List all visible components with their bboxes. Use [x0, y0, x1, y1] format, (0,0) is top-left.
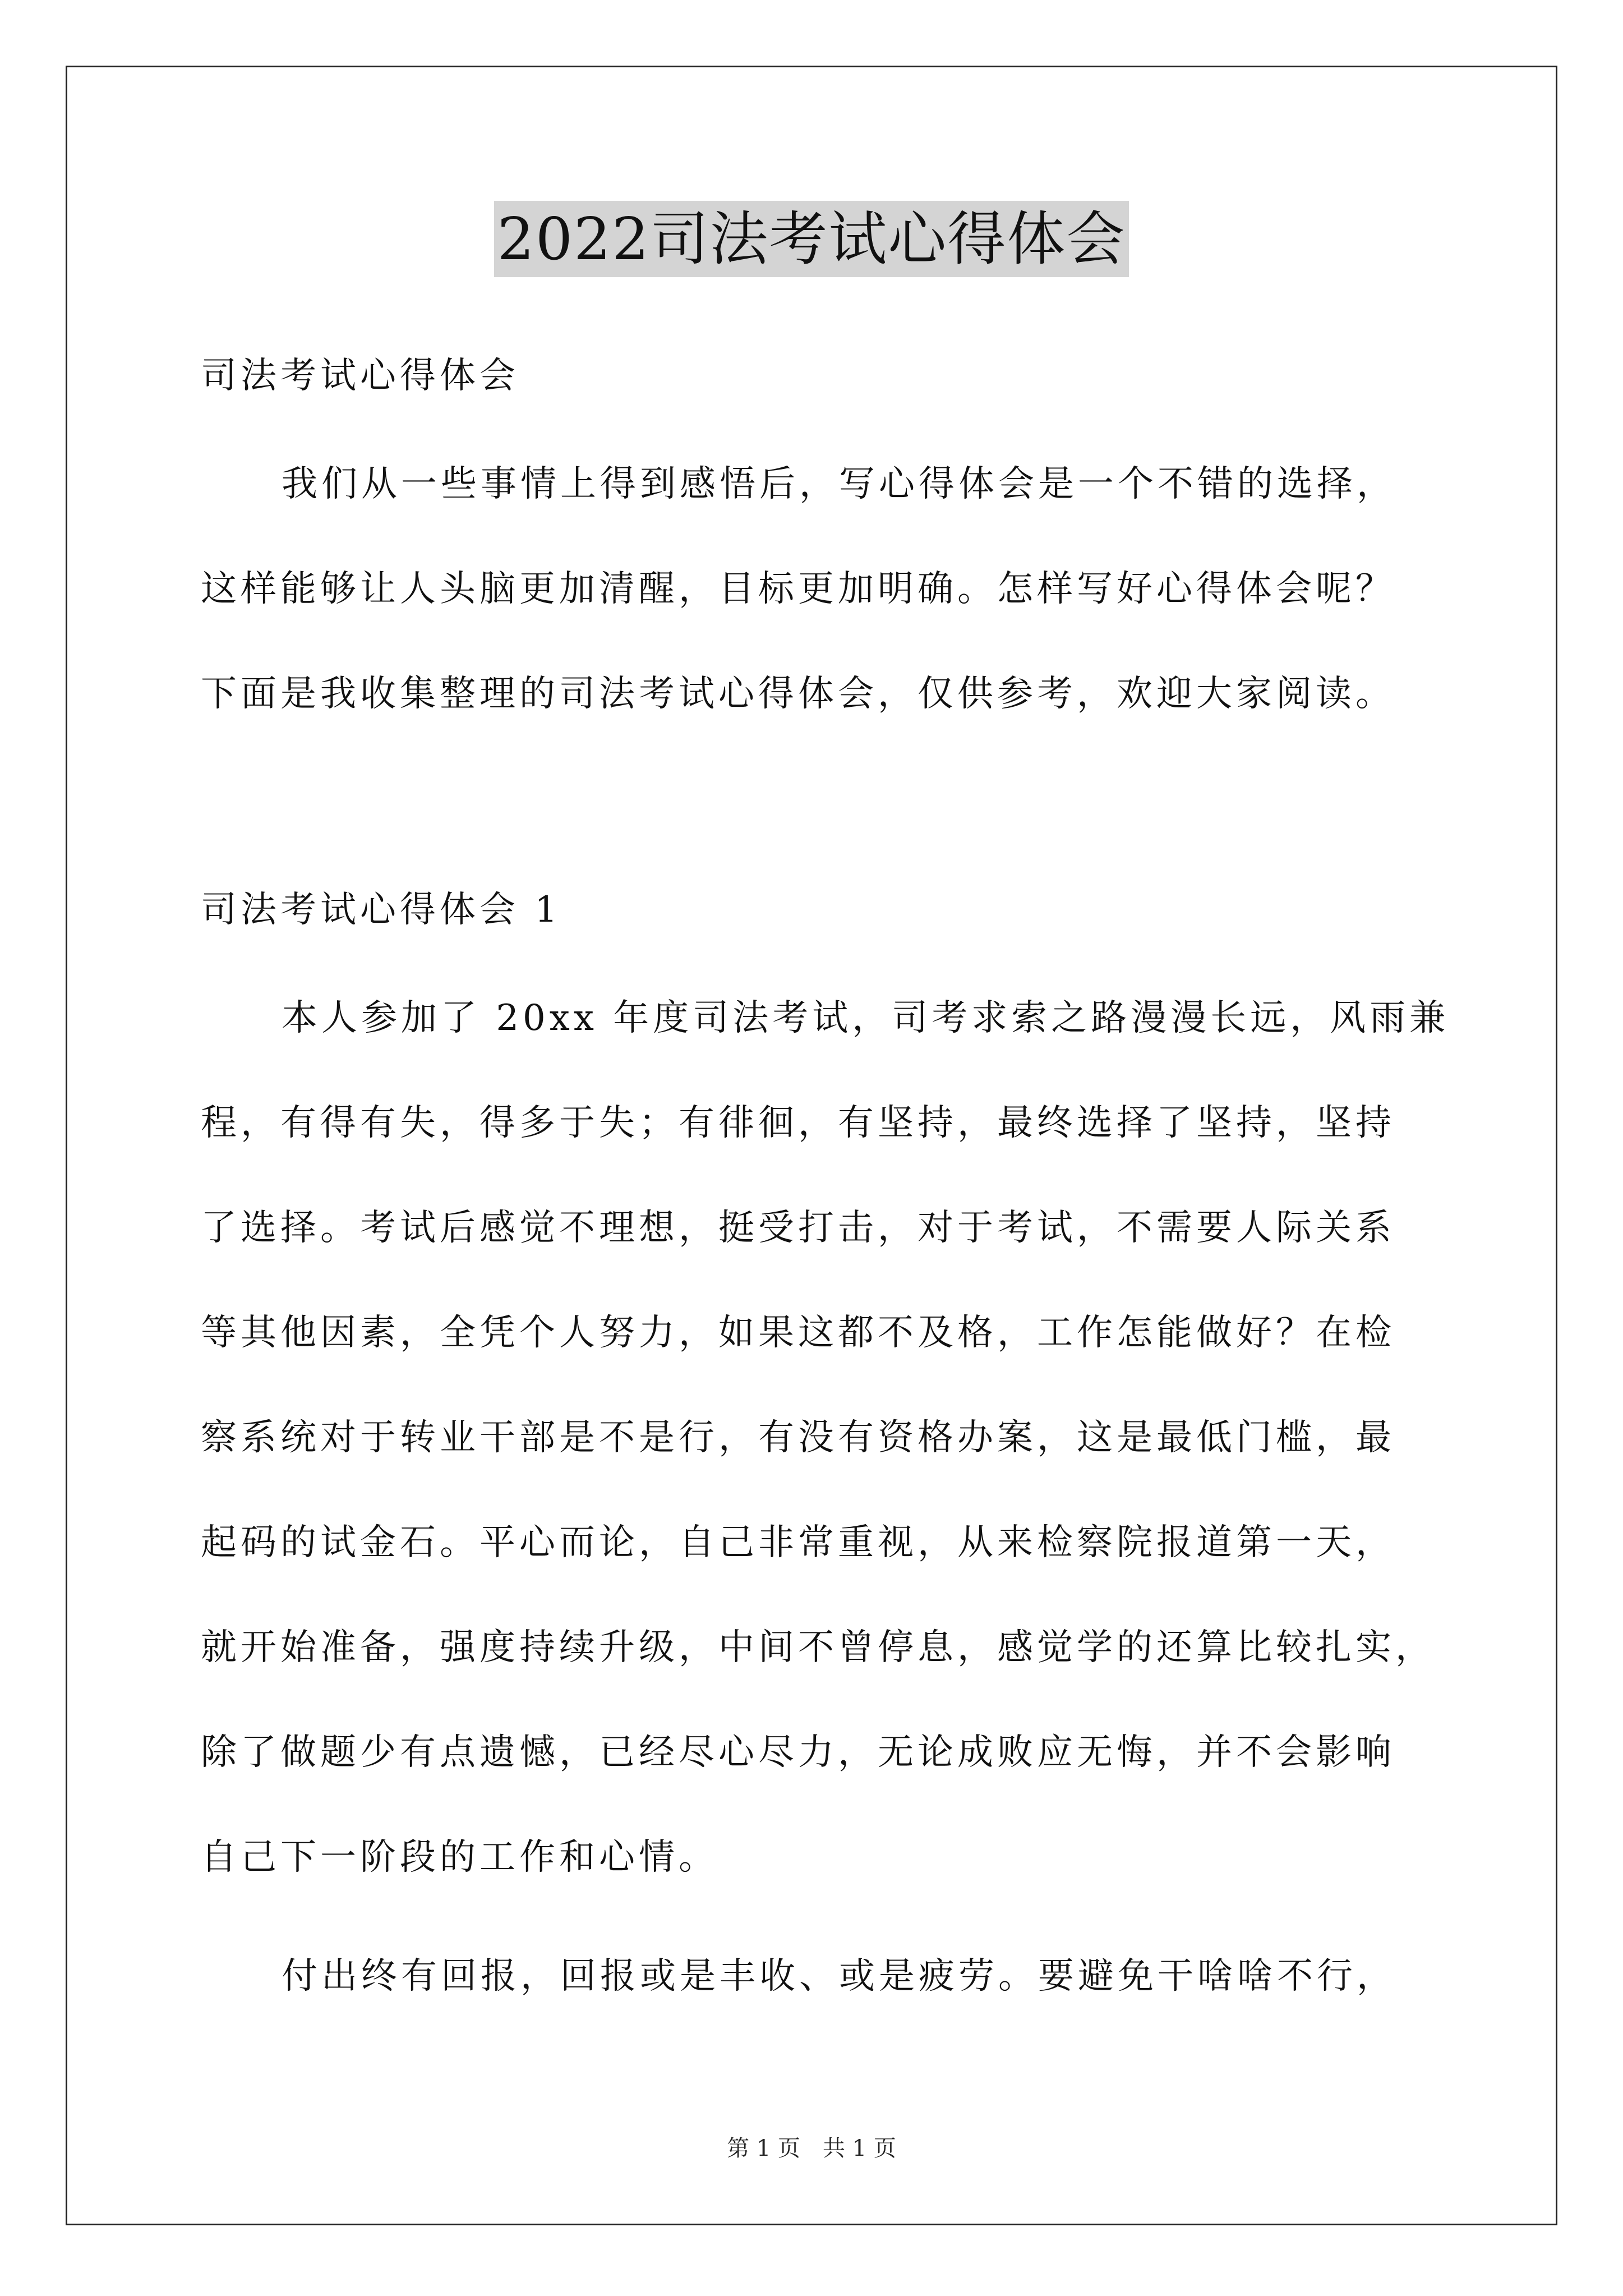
section1-line-2: 程，有得有失，得多于失；有徘徊，有坚持，最终选择了坚持，坚持: [201, 1102, 1395, 1144]
intro-line-1: 我们从一些事情上得到感悟后，写心得体会是一个不错的选择，: [282, 463, 1396, 505]
document-title: 2022司法考试心得体会: [494, 201, 1129, 277]
section1-line-7: 就开始准备，强度持续升级，中间不曾停息，感觉学的还算比较扎实，: [201, 1627, 1435, 1668]
section2-line-1: 付出终有回报，回报或是丰收、或是疲劳。要避免干啥啥不行，: [282, 1955, 1396, 1997]
intro-line-2: 这样能够让人头脑更加清醒，目标更加明确。怎样写好心得体会呢？: [201, 568, 1395, 610]
section1-line-9: 自己下一阶段的工作和心情。: [201, 1837, 718, 1878]
section1-line-6: 起码的试金石。平心而论，自己非常重视，从来检察院报道第一天，: [201, 1522, 1395, 1563]
section1-line-8: 除了做题少有点遗憾，已经尽心尽力，无论成败应无悔，并不会影响: [201, 1732, 1395, 1773]
intro-line-3: 下面是我收集整理的司法考试心得体会，仅供参考，欢迎大家阅读。: [201, 673, 1395, 715]
section1-line-3: 了选择。考试后感觉不理想，挺受打击，对于考试，不需要人际关系: [201, 1207, 1395, 1249]
section1-heading: 司法考试心得体会 1: [201, 889, 562, 931]
document-subtitle: 司法考试心得体会: [201, 355, 519, 397]
page-footer: 第 1 页 共 1 页: [727, 2136, 896, 2161]
section1-line-4: 等其他因素，全凭个人努力，如果这都不及格，工作怎能做好？在检: [201, 1312, 1395, 1354]
section1-line-1: 本人参加了 20xx 年度司法考试，司考求索之路漫漫长远，风雨兼: [282, 997, 1450, 1039]
title-container: [0, 201, 1623, 277]
section1-line-5: 察系统对于转业干部是不是行，有没有资格办案，这是最低门槛，最: [201, 1417, 1395, 1458]
